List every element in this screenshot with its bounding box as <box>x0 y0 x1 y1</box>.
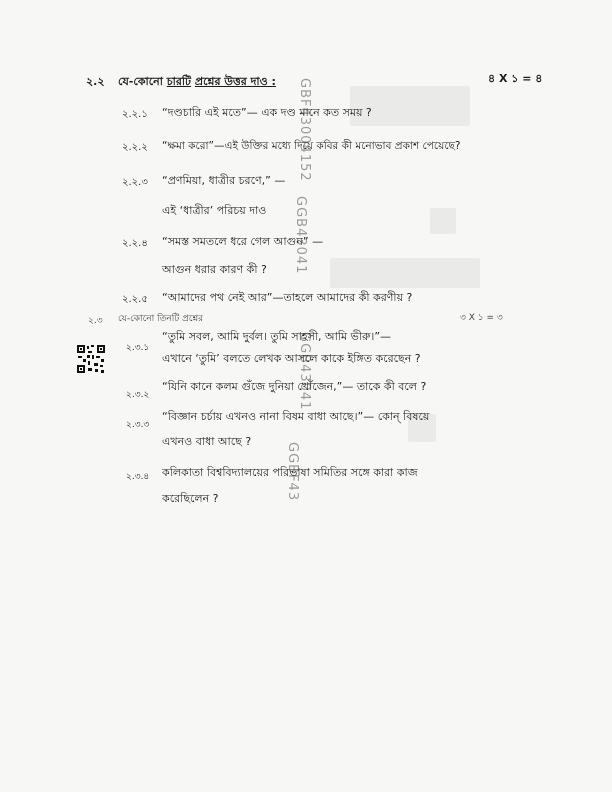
q-2-3-4-line1: কলিকাতা বিশ্ববিদ্যালয়ের পরিভাষা সমিতির সঙ্গে কারা কাজ <box>162 466 418 479</box>
q-2-2-5-number: ২.২.৫ <box>122 294 148 305</box>
q-2-3-1-line1: “তুমি সবল, আমি দুর্বল। তুমি সাহসী, আমি ভীরু।”— <box>162 330 392 343</box>
q-2-3-4-number: ২.৩.৪ <box>126 472 150 482</box>
q-2-2-1-text: “দণ্ডচারি এই মতে”— এক দণ্ড মানে কত সময় ? <box>162 106 372 119</box>
section-2-2-number: ২.২ <box>86 75 105 88</box>
q-2-2-3-line1: “প্রণমিয়া, ধাত্রীর চরণে,” — <box>162 174 286 187</box>
section-2-3-marks: ৩ X ১ = ৩ <box>460 313 503 320</box>
q-2-3-3-line1: “বিজ্ঞান চর্চায় এখনও নানা বিষম বাধা আছে।”— কোন্ বিষয়ে <box>162 410 430 423</box>
q-2-2-3-number: ২.২.৩ <box>122 177 148 188</box>
q-2-2-4-number: ২.২.৪ <box>122 238 148 249</box>
show-through-mark <box>430 208 456 234</box>
q-2-3-1-line2: এখানে ‘তুমি’ বলতে লেখক আসলে কাকে ইঙ্গিত করেছেন ? <box>162 352 421 365</box>
q-2-2-3-line2: এই ‘ধাত্রীর’ পরিচয় দাও <box>162 204 267 217</box>
qr-code-icon <box>76 344 106 374</box>
q-2-3-1-number: ২.৩.১ <box>126 343 150 353</box>
watermark-code: GGB43041 <box>297 332 312 411</box>
q-2-3-4-line2: করেছিলেন ? <box>162 492 219 505</box>
watermark-code: GGB43041 <box>293 196 308 275</box>
q-2-3-2-number: ২.৩.২ <box>126 390 150 400</box>
q-2-2-2-number: ২.২.২ <box>122 142 148 153</box>
q-2-2-4-line2: আগুন ধরার কারণ কী ? <box>162 263 267 276</box>
section-2-3-number: ২.৩ <box>88 316 103 326</box>
section-2-3-instruction: যে-কোনো তিনটি প্রশ্নের <box>118 314 204 321</box>
instruction-underlined: চারটি <box>166 75 192 88</box>
section-2-2-marks: ৪ X ১ = ৪ <box>488 72 543 85</box>
q-2-2-4-line1: “সমস্ত সমতলে ধরে গেল আগুন” — <box>162 235 324 248</box>
instruction-pre: যে-কোনো <box>118 75 163 88</box>
watermark-code: GBF43004152 <box>297 78 312 182</box>
q-2-2-5-text: “আমাদের পথ নেই আর”—তাহলে আমাদের কী করণীয় ? <box>162 291 413 304</box>
show-through-mark <box>330 258 480 288</box>
q-2-2-1-number: ২.২.১ <box>122 109 148 120</box>
q-2-2-2-text: “ক্ষমা করো”—এই উক্তির মধ্যে দিয়ে কবির কী মনোভাব প্রকাশ পেয়েছে? <box>162 140 461 152</box>
instruction-post: প্রশ্নের উত্তর দাও : <box>194 75 276 88</box>
q-2-3-3-line2: এখনও বাধা আছে ? <box>162 435 252 448</box>
q-2-3-2-text: “যিনি কানে কলম গুঁজে দুনিয়া খোঁজেন,”— তাকে কী বলে ? <box>162 380 427 393</box>
section-2-2-instruction <box>118 75 276 89</box>
q-2-3-3-number: ২.৩.৩ <box>126 420 150 430</box>
watermark-code: GGBF43 <box>285 442 300 502</box>
